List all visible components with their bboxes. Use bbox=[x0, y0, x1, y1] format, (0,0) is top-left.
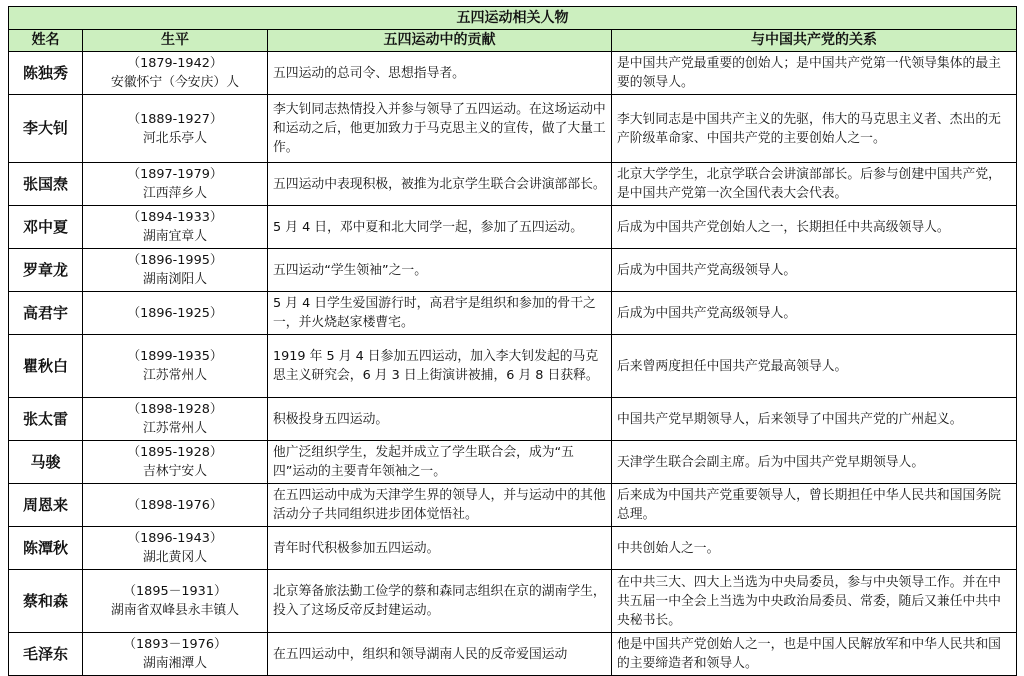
party-relation-text: 北京大学学生，北京学联合会讲演部部长。后参与创建中国共产党，是中国共产党第一次全国代表大会代表。 bbox=[612, 163, 1017, 206]
table-row bbox=[9, 570, 1017, 633]
birthplace: 湖南湘潭人 bbox=[143, 656, 207, 671]
person-name: 瞿秋白 bbox=[9, 335, 83, 398]
person-name: 张太雷 bbox=[9, 398, 83, 441]
person-life bbox=[83, 249, 268, 292]
life-years: （1889-1927） bbox=[127, 111, 223, 127]
person-life bbox=[83, 95, 268, 163]
person-name: 罗章龙 bbox=[9, 249, 83, 292]
person-life bbox=[83, 292, 268, 335]
contribution-text: 积极投身五四运动。 bbox=[268, 398, 612, 441]
life-years: （1897-1979） bbox=[127, 167, 223, 182]
birthplace: 江苏常州人 bbox=[143, 368, 207, 383]
life-years: （1896-1925） bbox=[127, 305, 223, 321]
contribution-text: 五四运动中表现积极，被推为北京学生联合会讲演部部长。 bbox=[268, 163, 612, 206]
table-row bbox=[9, 292, 1017, 335]
person-name: 邓中夏 bbox=[9, 206, 83, 249]
person-name: 周恩来 bbox=[9, 484, 83, 527]
person-life bbox=[83, 570, 268, 633]
life-years: （1898-1976） bbox=[127, 497, 223, 513]
birthplace: 湖南省双峰县永丰镇人 bbox=[111, 603, 239, 618]
contribution-text: 北京筹备旅法勤工俭学的蔡和森同志组织在京的湖南学生，投入了这场反帝反封建运动。 bbox=[268, 570, 612, 633]
contribution-text: 五四运动的总司令、思想指导者。 bbox=[268, 52, 612, 95]
person-life bbox=[83, 163, 268, 206]
life-years: （1893－1976） bbox=[123, 637, 227, 652]
party-relation-text: 后成为中国共产党创始人之一，长期担任中共高级领导人。 bbox=[612, 206, 1017, 249]
life-years: （1895-1928） bbox=[127, 445, 223, 460]
contribution-text: 1919 年 5 月 4 日参加五四运动，加入李大钊发起的马克思主义研究会，6 月 3 日上街演讲被捕，6 月 8 日获释。 bbox=[268, 335, 612, 398]
header-relation: 与中国共产党的关系 bbox=[612, 30, 1017, 52]
party-relation-text: 他是中国共产党创始人之一，也是中国人民解放军和中华人民共和国的主要缔造者和领导人。 bbox=[612, 633, 1017, 676]
party-relation-text: 后来曾两度担任中国共产党最高领导人。 bbox=[612, 335, 1017, 398]
person-name: 陈潭秋 bbox=[9, 527, 83, 570]
party-relation-text: 李大钊同志是中国共产主义的先驱，伟大的马克思主义者、杰出的无产阶级革命家、中国共产党的主要创始人之一。 bbox=[612, 95, 1017, 163]
birthplace: 湖北黄冈人 bbox=[143, 550, 207, 565]
person-life bbox=[83, 527, 268, 570]
figures-table-container bbox=[8, 6, 1016, 676]
table-row bbox=[9, 52, 1017, 95]
person-name: 陈独秀 bbox=[9, 52, 83, 95]
birthplace: 江西萍乡人 bbox=[143, 186, 207, 201]
contribution-text: 李大钊同志热情投入并参与领导了五四运动。在这场运动中和运动之后，他更加致力于马克思主义的宣传，做了大量工作。 bbox=[268, 95, 612, 163]
person-name: 张国焘 bbox=[9, 163, 83, 206]
person-life bbox=[83, 441, 268, 484]
person-name: 马骏 bbox=[9, 441, 83, 484]
party-relation-text: 在中共三大、四大上当选为中央局委员，参与中央领导工作。并在中共五届一中全会上当选为中央政治局委员、常委，随后又兼任中共中央秘书长。 bbox=[612, 570, 1017, 633]
life-years: （1898-1928） bbox=[127, 402, 223, 417]
table-title: 五四运动相关人物 bbox=[9, 7, 1017, 30]
party-relation-text: 是中国共产党最重要的创始人；是中国共产党第一代领导集体的最主要的领导人。 bbox=[612, 52, 1017, 95]
contribution-text: 5 月 4 日学生爱国游行时，高君宇是组织和参加的骨干之一，并火烧赵家楼曹宅。 bbox=[268, 292, 612, 335]
birthplace: 安徽怀宁（今安庆）人 bbox=[111, 75, 239, 90]
life-years: （1899-1935） bbox=[127, 349, 223, 364]
birthplace: 吉林宁安人 bbox=[143, 464, 207, 479]
header-life: 生平 bbox=[83, 30, 268, 52]
person-life bbox=[83, 52, 268, 95]
contribution-text: 5 月 4 日，邓中夏和北大同学一起，参加了五四运动。 bbox=[268, 206, 612, 249]
life-years: （1896-1995） bbox=[127, 253, 223, 268]
party-relation-text: 中国共产党早期领导人，后来领导了中国共产党的广州起义。 bbox=[612, 398, 1017, 441]
header-name: 姓名 bbox=[9, 30, 83, 52]
table-row bbox=[9, 95, 1017, 163]
person-name: 蔡和森 bbox=[9, 570, 83, 633]
table-row bbox=[9, 633, 1017, 676]
person-life bbox=[83, 633, 268, 676]
party-relation-text: 后成为中国共产党高级领导人。 bbox=[612, 292, 1017, 335]
contribution-text: 在五四运动中成为天津学生界的领导人，并与运动中的其他活动分子共同组织进步团体觉悟社。 bbox=[268, 484, 612, 527]
header-contribution: 五四运动中的贡献 bbox=[268, 30, 612, 52]
table-row bbox=[9, 249, 1017, 292]
party-relation-text: 后成为中国共产党高级领导人。 bbox=[612, 249, 1017, 292]
table-row bbox=[9, 163, 1017, 206]
person-life bbox=[83, 335, 268, 398]
table-row bbox=[9, 398, 1017, 441]
party-relation-text: 天津学生联合会副主席。后为中国共产党早期领导人。 bbox=[612, 441, 1017, 484]
contribution-text: 在五四运动中，组织和领导湖南人民的反帝爱国运动 bbox=[268, 633, 612, 676]
person-name: 毛泽东 bbox=[9, 633, 83, 676]
table-row bbox=[9, 484, 1017, 527]
birthplace: 河北乐亭人 bbox=[143, 130, 207, 146]
party-relation-text: 中共创始人之一。 bbox=[612, 527, 1017, 570]
life-years: （1894-1933） bbox=[127, 210, 223, 225]
life-years: （1879-1942） bbox=[127, 56, 223, 71]
table-row bbox=[9, 527, 1017, 570]
table-row bbox=[9, 441, 1017, 484]
birthplace: 湖南宜章人 bbox=[143, 229, 207, 244]
person-name: 李大钊 bbox=[9, 95, 83, 163]
may-fourth-figures-table bbox=[8, 6, 1017, 676]
person-life bbox=[83, 484, 268, 527]
contribution-text: 青年时代积极参加五四运动。 bbox=[268, 527, 612, 570]
table-row bbox=[9, 206, 1017, 249]
table-row bbox=[9, 335, 1017, 398]
birthplace: 湖南浏阳人 bbox=[143, 272, 207, 287]
table-body bbox=[9, 52, 1017, 676]
person-life bbox=[83, 206, 268, 249]
person-name: 高君宇 bbox=[9, 292, 83, 335]
life-years: （1896-1943） bbox=[127, 531, 223, 546]
contribution-text: 他广泛组织学生，发起并成立了学生联合会，成为“五四”运动的主要青年领袖之一。 bbox=[268, 441, 612, 484]
birthplace: 江苏常州人 bbox=[143, 421, 207, 436]
contribution-text: 五四运动“学生领袖”之一。 bbox=[268, 249, 612, 292]
life-years: （1895－1931） bbox=[123, 584, 227, 599]
party-relation-text: 后来成为中国共产党重要领导人，曾长期担任中华人民共和国国务院总理。 bbox=[612, 484, 1017, 527]
person-life bbox=[83, 398, 268, 441]
